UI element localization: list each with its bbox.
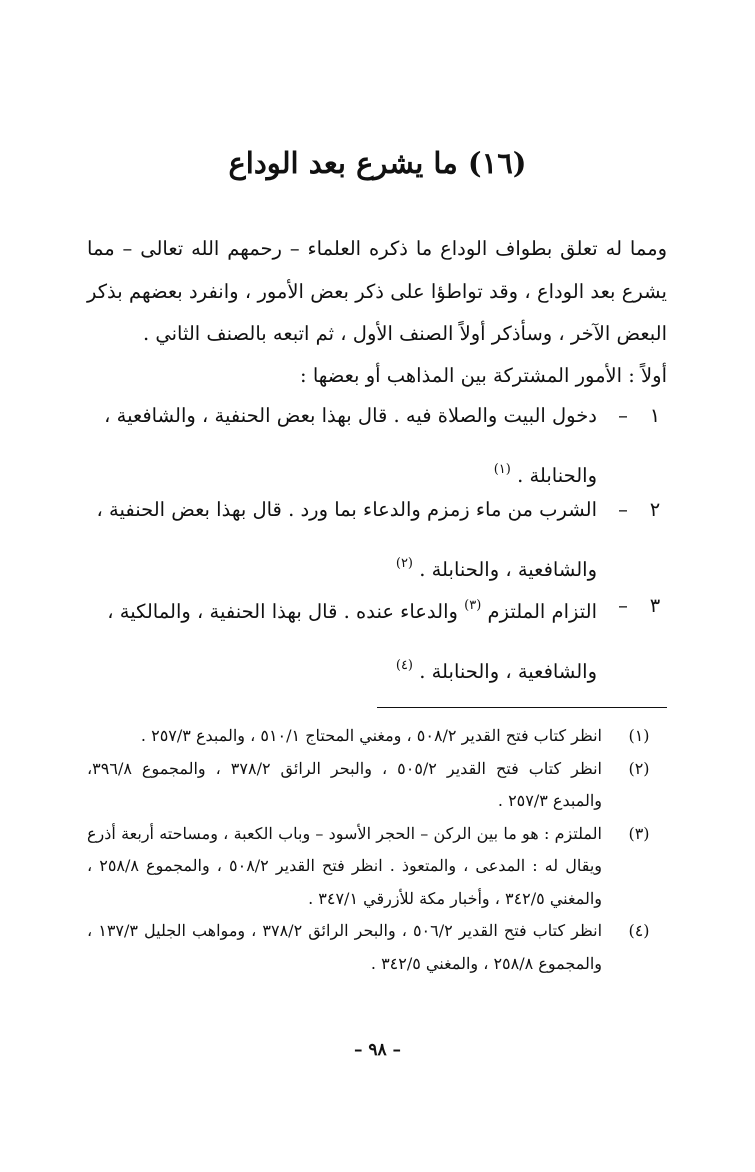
item-line: [87, 586, 597, 632]
footnote-ref: (٣): [464, 598, 482, 613]
item-dash: –: [618, 498, 628, 521]
item-line-text: والدعاء عنده . قال بهذا الحنفية ، والمالكية ،: [107, 600, 458, 623]
footnote: [87, 753, 667, 818]
chapter-title: (١٦) ما يشرع بعد الوداع: [228, 146, 527, 180]
item-dash: –: [618, 594, 628, 617]
item-line: دخول البيت والصلاة فيه . قال بهذا بعض الحنفية ، والشافعية ،: [104, 404, 597, 427]
item-number: ١: [649, 404, 661, 427]
footnotes: [87, 720, 667, 980]
item-line: [87, 646, 597, 692]
item-line-text: والشافعية ، والحنابلة .: [419, 660, 597, 683]
footnote-number: (٢): [628, 758, 650, 778]
footnote-divider: [377, 707, 667, 708]
footnote: [87, 915, 667, 980]
item-number: ٣: [649, 594, 661, 617]
item-line: [87, 544, 597, 590]
footnote-text: انظر كتاب فتح القدير ٥٠٦/٢ ، والبحر الرائق ٣٧٨/٢ ، ومواهب الجليل ١٣٧/٣ ، والمجموع ٢٥٨/٨ ، والمغني ٣٤٢/٥ .: [87, 921, 603, 973]
intro-paragraph: [87, 228, 667, 356]
footnote-text: انظر كتاب فتح القدير ٥٠٨/٢ ، ومغني المحتاج ٥١٠/١ ، والمبدع ٢٥٧/٣ .: [140, 726, 602, 745]
item-body: [87, 490, 597, 590]
list-item: [87, 586, 667, 692]
item-line-text: والشافعية ، والحنابلة .: [419, 558, 597, 581]
item-line-text: والحنابلة .: [517, 464, 597, 487]
section-heading: أولاً : الأمور المشتركة بين المذاهب أو بعضها :: [300, 364, 667, 387]
item-number: ٢: [649, 498, 661, 521]
footnote-number: (٤): [628, 921, 650, 940]
intro-text: ومما له تعلق بطواف الوداع ما ذكره العلماء – رحمهم الله تعالى – مما يشرع بعد الوداع ، وقد تواطؤا على ذكر بعض الأمور ، وانفرد بعضهم بذكر البعض الآخر ، وسأذكر أولاً الصنف الأول ، ثم اتبعه بالصنف الثاني .: [87, 237, 667, 345]
item-line-text: التزام الملتزم: [487, 600, 597, 623]
page-number: – ٩٨ –: [353, 1040, 402, 1060]
item-line: الشرب من ماء زمزم والدعاء بما ورد . قال بهذا بعض الحنفية ،: [96, 498, 597, 521]
footnote-ref: (١): [493, 462, 511, 477]
footnote-ref: (٢): [395, 556, 413, 571]
item-dash: –: [618, 404, 628, 427]
list-item: [87, 490, 667, 590]
footnote-ref: (٤): [395, 658, 413, 673]
list-item: [87, 396, 667, 496]
footnote-number: (٣): [628, 823, 650, 843]
footnote-number: (١): [628, 726, 650, 745]
footnote: [87, 720, 667, 753]
item-body: [87, 396, 597, 496]
footnote-text: انظر كتاب فتح القدير ٥٠٥/٢ ، والبحر الرائق ٣٧٨/٢ ، والمجموع ٣٩٦/٨، والمبدع ٢٥٧/٣ .: [87, 758, 603, 810]
item-body: [87, 586, 597, 692]
footnote-text: الملتزم : هو ما بين الركن – الحجر الأسود – وباب الكعبة ، ومساحته أربعة أذرع ويقال له : المدعى ، والمتعوذ . انظر فتح القدير ٥٠٨/٢ ، والمجموع ٢٥٨/٨ ، والمغني ٣٤٢/٥ ، وأخبار مكة للأزرقي ٣٤٧/١ .: [87, 823, 603, 908]
footnote: [87, 818, 667, 916]
